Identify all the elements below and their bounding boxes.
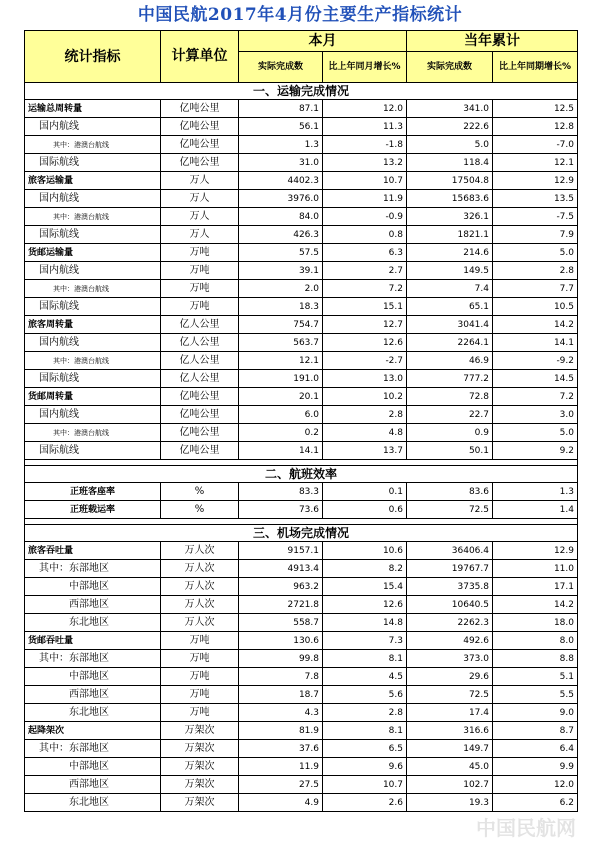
ytd-actual: 222.6 [407, 118, 493, 136]
ytd-yoy: 9.0 [493, 704, 578, 722]
section-header [25, 466, 578, 483]
row-unit: 万架次 [161, 740, 239, 758]
row-unit: % [161, 483, 239, 501]
month-yoy: 10.7 [323, 172, 407, 190]
row-unit: 万吨 [161, 668, 239, 686]
month-actual: 18.3 [239, 298, 323, 316]
month-yoy: -2.7 [323, 352, 407, 370]
month-actual: 130.6 [239, 632, 323, 650]
month-actual: 2721.8 [239, 596, 323, 614]
month-yoy: 12.6 [323, 596, 407, 614]
ytd-actual: 29.6 [407, 668, 493, 686]
table-row [25, 406, 578, 424]
row-name: 中部地区 [25, 668, 161, 686]
ytd-actual: 777.2 [407, 370, 493, 388]
ytd-yoy: -7.5 [493, 208, 578, 226]
ytd-actual: 2262.3 [407, 614, 493, 632]
row-unit: 万吨 [161, 262, 239, 280]
month-yoy: -0.9 [323, 208, 407, 226]
month-yoy: 13.0 [323, 370, 407, 388]
row-name: 东北地区 [25, 794, 161, 812]
table-row [25, 298, 578, 316]
row-unit: 万吨 [161, 686, 239, 704]
table-row [25, 632, 578, 650]
ytd-yoy: 7.7 [493, 280, 578, 298]
row-name: 中部地区 [25, 578, 161, 596]
ytd-actual: 3735.8 [407, 578, 493, 596]
ytd-yoy: 8.0 [493, 632, 578, 650]
section-header [25, 525, 578, 542]
row-unit: 亿吨公里 [161, 388, 239, 406]
watermark-logo [474, 809, 594, 845]
row-unit: 万人 [161, 208, 239, 226]
ytd-yoy: 14.5 [493, 370, 578, 388]
month-actual: 426.3 [239, 226, 323, 244]
month-yoy: -1.8 [323, 136, 407, 154]
ytd-yoy: 12.0 [493, 776, 578, 794]
row-name: 运输总周转量 [25, 100, 161, 118]
month-yoy: 2.7 [323, 262, 407, 280]
ytd-actual: 50.1 [407, 442, 493, 460]
row-unit: 亿吨公里 [161, 406, 239, 424]
row-name: 旅客周转量 [25, 316, 161, 334]
header-ytd: 当年累计 [407, 31, 578, 52]
row-unit: 亿吨公里 [161, 442, 239, 460]
month-actual: 4402.3 [239, 172, 323, 190]
table-row [25, 483, 578, 501]
month-actual: 27.5 [239, 776, 323, 794]
row-unit: 万吨 [161, 632, 239, 650]
row-unit: 万架次 [161, 794, 239, 812]
month-actual: 39.1 [239, 262, 323, 280]
row-unit: % [161, 501, 239, 519]
ytd-actual: 102.7 [407, 776, 493, 794]
month-yoy: 2.8 [323, 704, 407, 722]
table-row [25, 208, 578, 226]
table-row [25, 501, 578, 519]
header-month: 本月 [239, 31, 407, 52]
row-name: 国际航线 [25, 226, 161, 244]
ytd-yoy: 17.1 [493, 578, 578, 596]
month-yoy: 7.3 [323, 632, 407, 650]
row-name: 其中：东部地区 [25, 740, 161, 758]
month-actual: 37.6 [239, 740, 323, 758]
ytd-actual: 19767.7 [407, 560, 493, 578]
page-title: 中国民航2017年4月份主要生产指标统计 [137, 5, 463, 25]
month-yoy: 10.6 [323, 542, 407, 560]
table-row [25, 226, 578, 244]
row-unit: 亿吨公里 [161, 118, 239, 136]
ytd-actual: 118.4 [407, 154, 493, 172]
ytd-yoy: 11.0 [493, 560, 578, 578]
row-unit: 万人 [161, 226, 239, 244]
row-name: 中部地区 [25, 758, 161, 776]
month-yoy: 8.1 [323, 650, 407, 668]
ytd-yoy: 3.0 [493, 406, 578, 424]
row-name: 其中：东部地区 [25, 560, 161, 578]
ytd-yoy: 10.5 [493, 298, 578, 316]
table-row [25, 704, 578, 722]
ytd-yoy: 1.4 [493, 501, 578, 519]
table-row [25, 650, 578, 668]
header-month-yoy: 比上年同月增长% [323, 52, 407, 83]
row-name: 货邮运输量 [25, 244, 161, 262]
ytd-actual: 149.7 [407, 740, 493, 758]
table-row [25, 352, 578, 370]
row-name: 国内航线 [25, 334, 161, 352]
month-yoy: 7.2 [323, 280, 407, 298]
ytd-yoy: 12.9 [493, 542, 578, 560]
row-name: 国内航线 [25, 262, 161, 280]
month-yoy: 13.2 [323, 154, 407, 172]
row-name: 国内航线 [25, 190, 161, 208]
row-unit: 亿人公里 [161, 370, 239, 388]
ytd-yoy: 5.1 [493, 668, 578, 686]
row-unit: 万吨 [161, 244, 239, 262]
month-yoy: 13.7 [323, 442, 407, 460]
row-name: 起降架次 [25, 722, 161, 740]
month-yoy: 0.8 [323, 226, 407, 244]
ytd-actual: 492.6 [407, 632, 493, 650]
ytd-yoy: 9.2 [493, 442, 578, 460]
month-actual: 4913.4 [239, 560, 323, 578]
table-row [25, 560, 578, 578]
month-yoy: 12.7 [323, 316, 407, 334]
ytd-actual: 72.5 [407, 686, 493, 704]
table-row [25, 758, 578, 776]
month-actual: 31.0 [239, 154, 323, 172]
section-title: 一、运输完成情况 [25, 83, 578, 100]
row-name: 正班客座率 [25, 483, 161, 501]
month-yoy: 11.3 [323, 118, 407, 136]
table-row [25, 100, 578, 118]
ytd-yoy: 5.0 [493, 244, 578, 262]
row-unit: 万吨 [161, 704, 239, 722]
row-unit: 万人 [161, 172, 239, 190]
ytd-actual: 1821.1 [407, 226, 493, 244]
month-actual: 9157.1 [239, 542, 323, 560]
table-row [25, 722, 578, 740]
ytd-yoy: 12.9 [493, 172, 578, 190]
month-actual: 99.8 [239, 650, 323, 668]
row-unit: 万架次 [161, 722, 239, 740]
row-unit: 万吨 [161, 650, 239, 668]
table-row [25, 776, 578, 794]
month-actual: 4.3 [239, 704, 323, 722]
ytd-yoy: 12.1 [493, 154, 578, 172]
month-actual: 84.0 [239, 208, 323, 226]
ytd-actual: 19.3 [407, 794, 493, 812]
table-row [25, 740, 578, 758]
ytd-yoy: 7.9 [493, 226, 578, 244]
month-yoy: 12.0 [323, 100, 407, 118]
row-unit: 万人 [161, 190, 239, 208]
table-row [25, 334, 578, 352]
row-name: 其中：港澳台航线 [25, 352, 161, 370]
ytd-actual: 46.9 [407, 352, 493, 370]
ytd-yoy: -7.0 [493, 136, 578, 154]
row-name: 西部地区 [25, 596, 161, 614]
ytd-actual: 0.9 [407, 424, 493, 442]
row-unit: 亿吨公里 [161, 424, 239, 442]
month-actual: 73.6 [239, 501, 323, 519]
table-row [25, 172, 578, 190]
row-name: 正班载运率 [25, 501, 161, 519]
month-yoy: 15.1 [323, 298, 407, 316]
header-indicator: 统计指标 [25, 31, 161, 83]
row-name: 其中：港澳台航线 [25, 424, 161, 442]
month-actual: 3976.0 [239, 190, 323, 208]
ytd-yoy: 2.8 [493, 262, 578, 280]
ytd-yoy: 14.1 [493, 334, 578, 352]
table-row [25, 136, 578, 154]
month-yoy: 11.9 [323, 190, 407, 208]
table-row [25, 262, 578, 280]
month-yoy: 5.6 [323, 686, 407, 704]
ytd-actual: 341.0 [407, 100, 493, 118]
month-actual: 7.8 [239, 668, 323, 686]
row-unit: 万架次 [161, 776, 239, 794]
table-row [25, 686, 578, 704]
month-yoy: 4.5 [323, 668, 407, 686]
ytd-yoy: 8.8 [493, 650, 578, 668]
ytd-actual: 22.7 [407, 406, 493, 424]
month-yoy: 0.6 [323, 501, 407, 519]
row-unit: 亿吨公里 [161, 154, 239, 172]
month-actual: 558.7 [239, 614, 323, 632]
row-unit: 亿人公里 [161, 316, 239, 334]
month-actual: 14.1 [239, 442, 323, 460]
ytd-actual: 316.6 [407, 722, 493, 740]
month-actual: 2.0 [239, 280, 323, 298]
table-row [25, 244, 578, 262]
ytd-yoy: 5.5 [493, 686, 578, 704]
row-unit: 万吨 [161, 280, 239, 298]
row-name: 东北地区 [25, 614, 161, 632]
section-header [25, 83, 578, 100]
month-yoy: 10.2 [323, 388, 407, 406]
row-name: 国内航线 [25, 406, 161, 424]
ytd-actual: 7.4 [407, 280, 493, 298]
table-row [25, 118, 578, 136]
table-row [25, 578, 578, 596]
ytd-actual: 45.0 [407, 758, 493, 776]
ytd-actual: 3041.4 [407, 316, 493, 334]
ytd-yoy: 1.3 [493, 483, 578, 501]
month-actual: 12.1 [239, 352, 323, 370]
month-actual: 1.3 [239, 136, 323, 154]
row-name: 其中：港澳台航线 [25, 280, 161, 298]
row-name: 旅客运输量 [25, 172, 161, 190]
ytd-yoy: 8.7 [493, 722, 578, 740]
ytd-actual: 326.1 [407, 208, 493, 226]
month-actual: 83.3 [239, 483, 323, 501]
ytd-yoy: 6.4 [493, 740, 578, 758]
ytd-yoy: 12.5 [493, 100, 578, 118]
ytd-actual: 17.4 [407, 704, 493, 722]
ytd-actual: 83.6 [407, 483, 493, 501]
table-row [25, 668, 578, 686]
ytd-yoy: 5.0 [493, 424, 578, 442]
statistics-table [24, 30, 578, 812]
table-row [25, 614, 578, 632]
month-yoy: 6.5 [323, 740, 407, 758]
month-yoy: 8.1 [323, 722, 407, 740]
header-month-actual: 实际完成数 [239, 52, 323, 83]
table-row [25, 280, 578, 298]
month-yoy: 6.3 [323, 244, 407, 262]
month-yoy: 4.8 [323, 424, 407, 442]
row-name: 西部地区 [25, 686, 161, 704]
month-actual: 57.5 [239, 244, 323, 262]
table-header [25, 31, 578, 83]
month-yoy: 2.6 [323, 794, 407, 812]
ytd-yoy: 14.2 [493, 596, 578, 614]
table-row [25, 370, 578, 388]
month-yoy: 0.1 [323, 483, 407, 501]
row-name: 西部地区 [25, 776, 161, 794]
month-actual: 0.2 [239, 424, 323, 442]
header-ytd-yoy: 比上年同期增长% [493, 52, 578, 83]
ytd-actual: 373.0 [407, 650, 493, 668]
month-actual: 963.2 [239, 578, 323, 596]
ytd-actual: 72.5 [407, 501, 493, 519]
section-title: 二、航班效率 [25, 466, 578, 483]
row-name: 旅客吞吐量 [25, 542, 161, 560]
ytd-yoy: 13.5 [493, 190, 578, 208]
row-unit: 亿吨公里 [161, 136, 239, 154]
row-unit: 万人次 [161, 560, 239, 578]
row-unit: 万吨 [161, 298, 239, 316]
section-title: 三、机场完成情况 [25, 525, 578, 542]
ytd-actual: 15683.6 [407, 190, 493, 208]
month-actual: 563.7 [239, 334, 323, 352]
table-row [25, 596, 578, 614]
month-actual: 56.1 [239, 118, 323, 136]
ytd-yoy: -9.2 [493, 352, 578, 370]
ytd-actual: 17504.8 [407, 172, 493, 190]
month-yoy: 8.2 [323, 560, 407, 578]
ytd-actual: 72.8 [407, 388, 493, 406]
ytd-yoy: 12.8 [493, 118, 578, 136]
row-name: 其中：港澳台航线 [25, 208, 161, 226]
month-actual: 191.0 [239, 370, 323, 388]
row-unit: 万人次 [161, 542, 239, 560]
month-actual: 18.7 [239, 686, 323, 704]
row-name: 其中：港澳台航线 [25, 136, 161, 154]
ytd-actual: 10640.5 [407, 596, 493, 614]
month-actual: 6.0 [239, 406, 323, 424]
ytd-actual: 214.6 [407, 244, 493, 262]
row-unit: 亿人公里 [161, 352, 239, 370]
row-unit: 万架次 [161, 758, 239, 776]
header-ytd-actual: 实际完成数 [407, 52, 493, 83]
table-row [25, 316, 578, 334]
row-name: 国际航线 [25, 370, 161, 388]
row-unit: 万人次 [161, 596, 239, 614]
ytd-yoy: 18.0 [493, 614, 578, 632]
month-yoy: 9.6 [323, 758, 407, 776]
month-yoy: 15.4 [323, 578, 407, 596]
ytd-actual: 2264.1 [407, 334, 493, 352]
row-unit: 万人次 [161, 578, 239, 596]
header-unit: 计算单位 [161, 31, 239, 83]
row-name: 其中：东部地区 [25, 650, 161, 668]
row-name: 东北地区 [25, 704, 161, 722]
month-actual: 11.9 [239, 758, 323, 776]
row-unit: 亿吨公里 [161, 100, 239, 118]
ytd-actual: 5.0 [407, 136, 493, 154]
month-actual: 4.9 [239, 794, 323, 812]
row-name: 国际航线 [25, 298, 161, 316]
row-name: 国内航线 [25, 118, 161, 136]
table-row [25, 388, 578, 406]
table-body [25, 83, 578, 812]
month-yoy: 12.6 [323, 334, 407, 352]
ytd-yoy: 6.2 [493, 794, 578, 812]
ytd-yoy: 14.2 [493, 316, 578, 334]
row-unit: 万人次 [161, 614, 239, 632]
month-actual: 754.7 [239, 316, 323, 334]
ytd-actual: 36406.4 [407, 542, 493, 560]
row-name: 货邮吞吐量 [25, 632, 161, 650]
row-name: 国际航线 [25, 442, 161, 460]
month-actual: 81.9 [239, 722, 323, 740]
ytd-yoy: 7.2 [493, 388, 578, 406]
table-row [25, 542, 578, 560]
table-row [25, 190, 578, 208]
row-name: 国际航线 [25, 154, 161, 172]
row-name: 货邮周转量 [25, 388, 161, 406]
ytd-yoy: 9.9 [493, 758, 578, 776]
row-unit: 亿人公里 [161, 334, 239, 352]
month-yoy: 2.8 [323, 406, 407, 424]
month-yoy: 14.8 [323, 614, 407, 632]
month-yoy: 10.7 [323, 776, 407, 794]
ytd-actual: 149.5 [407, 262, 493, 280]
svg-text:中国民航网: 中国民航网 [476, 816, 576, 840]
ytd-actual: 65.1 [407, 298, 493, 316]
month-actual: 20.1 [239, 388, 323, 406]
table-row [25, 442, 578, 460]
month-actual: 87.1 [239, 100, 323, 118]
table-row [25, 424, 578, 442]
table-row [25, 154, 578, 172]
